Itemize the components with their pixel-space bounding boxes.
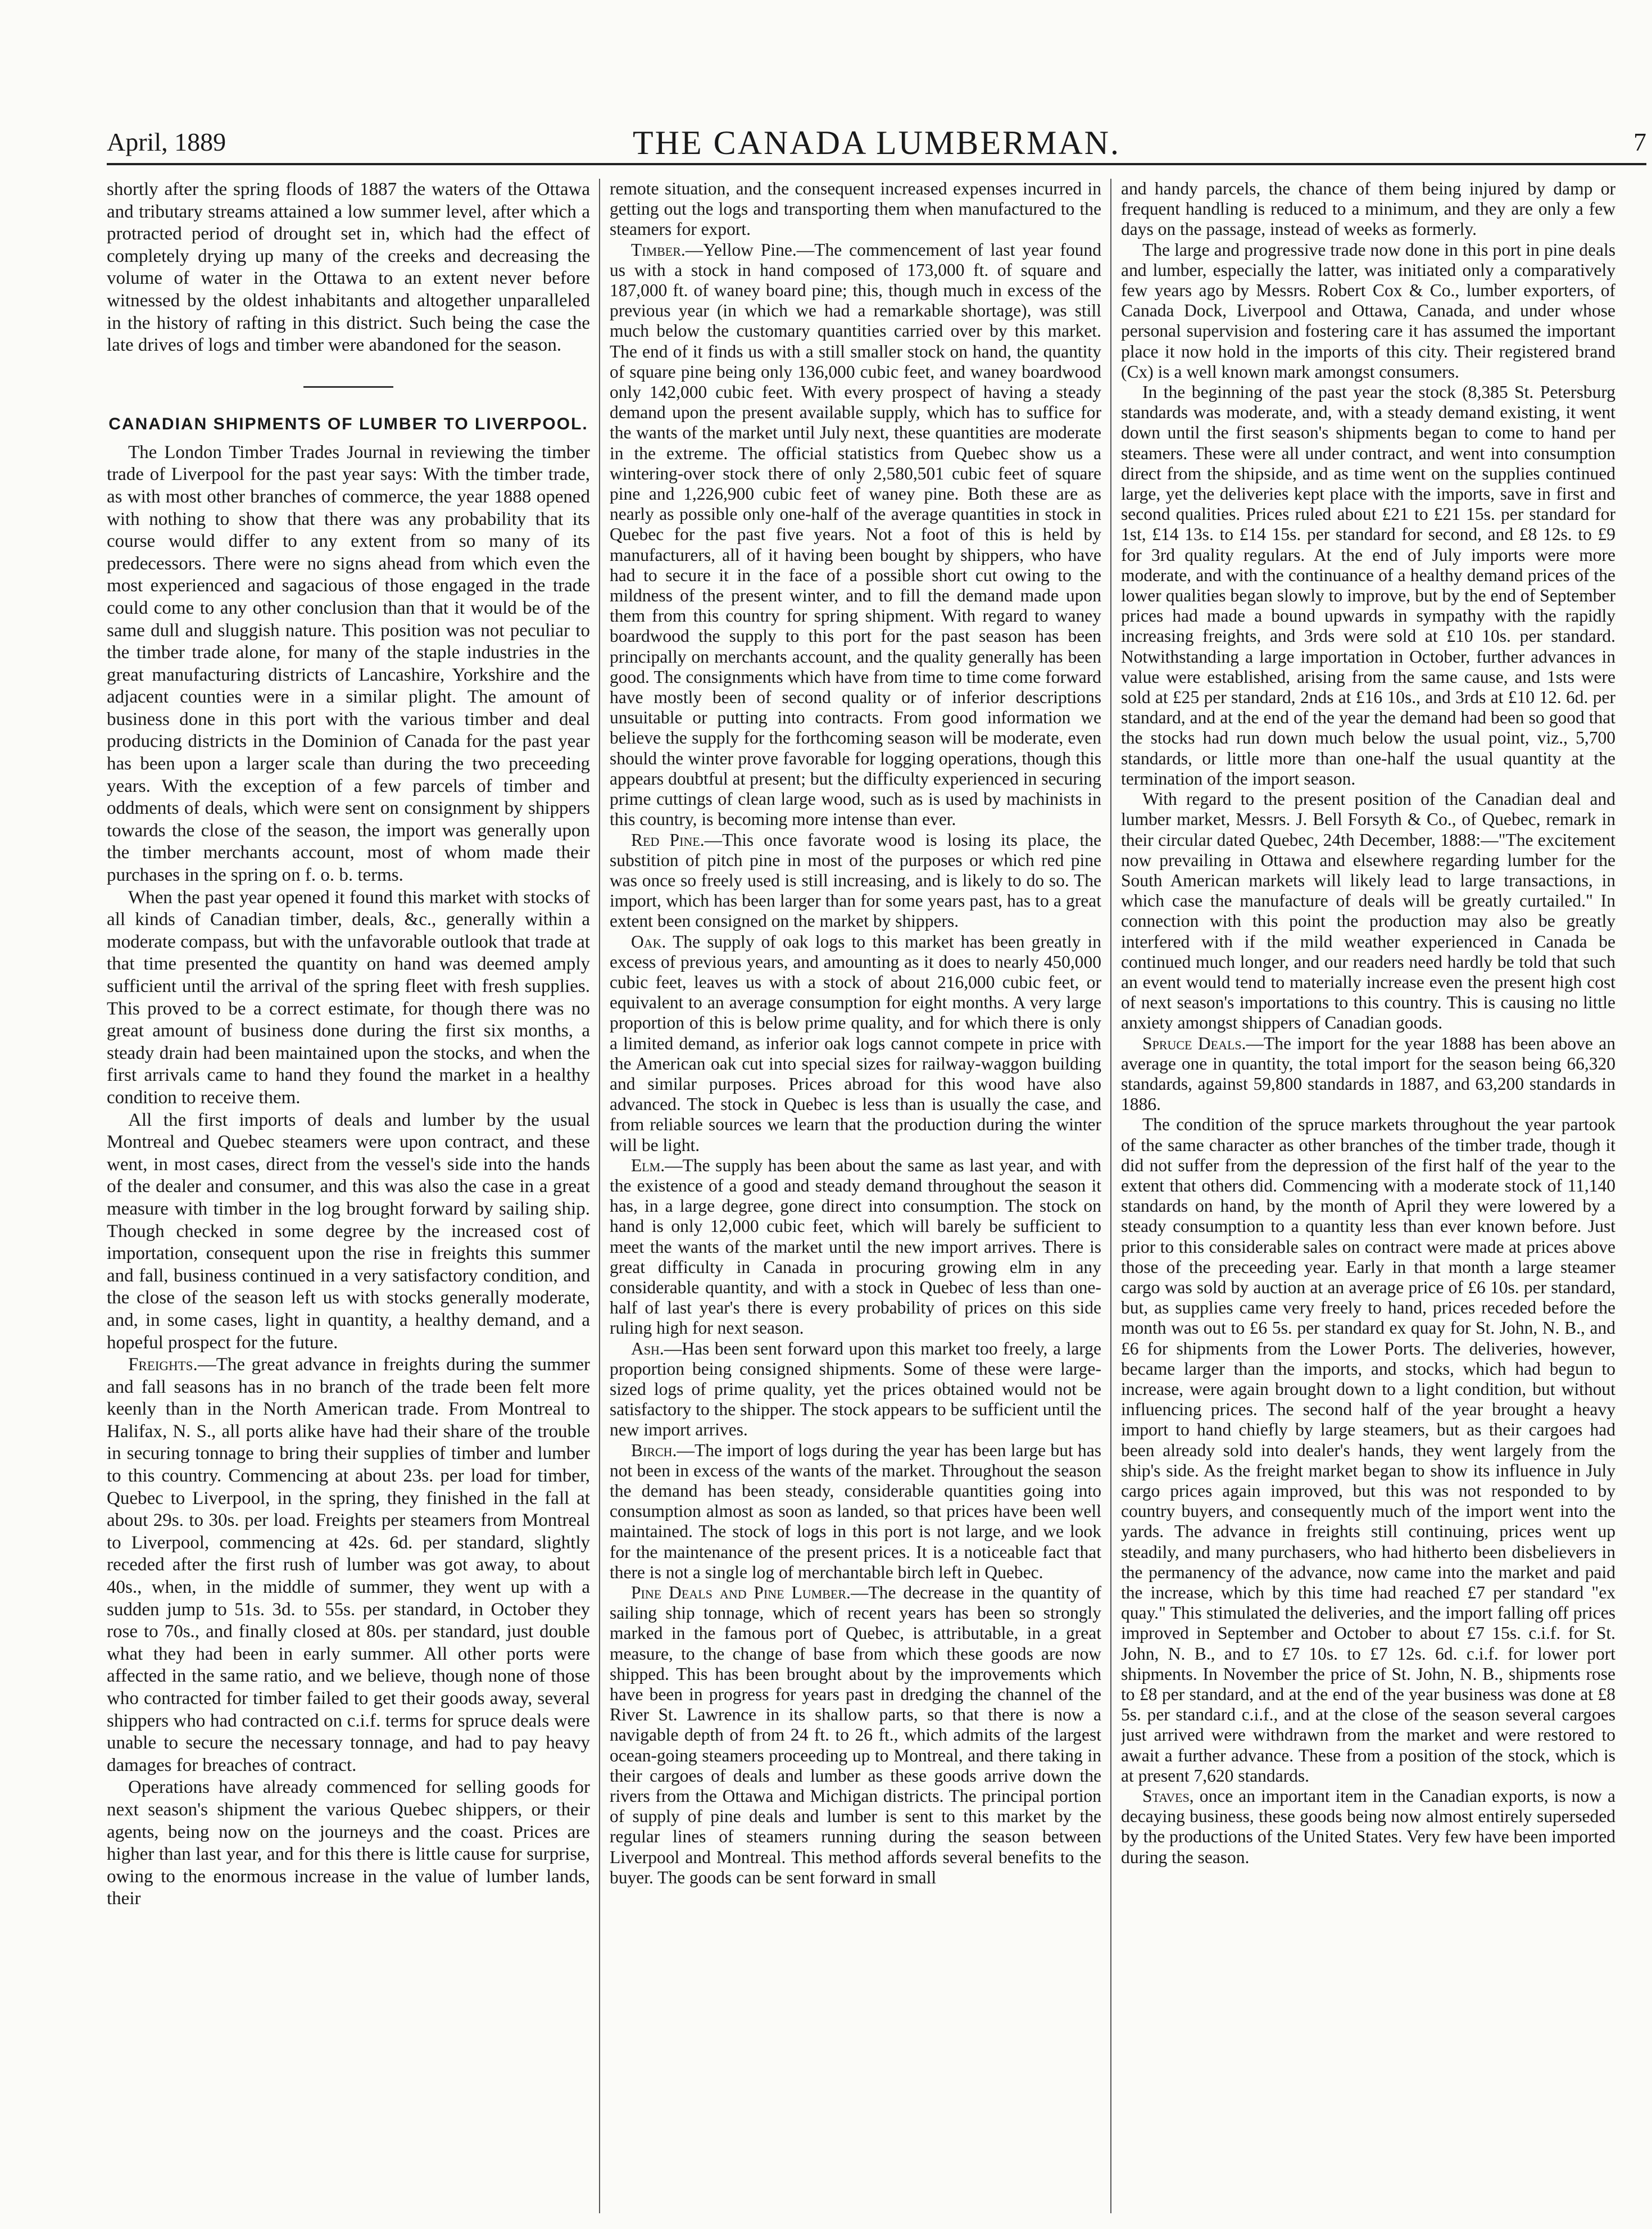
paragraph-lead: Pine Deals and Pine Lumber. xyxy=(631,1583,851,1603)
paragraph-text: —The supply has been about the same as last year, and with the existence of a good and steady demand throughout the season it has, in a large degree, gone direct into consumption. The stock on hand is only 12,000 cubic feet, which will barely be sufficient to meet the wants of the market until the new import arrives. There is great difficulty in Canada in procuring growing elm in any considerable quantity, and with a stock in Quebec of less than one-half of last year's there is every probability of prices on this side ruling high for next season. xyxy=(610,1155,1101,1338)
paragraph: The London Timber Trades Journal in reviewing the timber trade of Liverpool for the past year says: With the timber trade, as with most other branches of commerce, the year 1888 opened with nothing to show that there was any probability that its course would differ to any extent from so many of its predecessors. There were no signs ahead from which even the most experienced and sagacious of those engaged in the trade could come to any other conclusion than that it would be of the same dull and sluggish nature. This position was not peculiar to the timber trade alone, for many of the staple industries in the great manufacturing districts of Lancashire, Yorkshire and the adjacent counties were in a similar plight. The amount of business done in this port with the various timber and deal producing districts in the Dominion of Canada for the past year has been upon a larger scale than during the two preceeding years. With the exception of a few parcels of timber and oddments of deals, which were sent on consignment by shippers towards the close of the season, the import was generally upon the timber merchants account, most of whom made their purchases in the spring on f. o. b. terms. xyxy=(107,442,590,886)
article-heading: CANADIAN SHIPMENTS OF LUMBER TO LIVERPOOL. xyxy=(108,414,588,433)
paragraph xyxy=(610,1339,1101,1440)
section-divider xyxy=(303,386,393,388)
paragraph: and handy parcels, the chance of them being injured by damp or frequent handling is reduced to a minimum, and they are only a few days on the passage, instead of weeks as formerly. xyxy=(1121,179,1615,239)
paragraph-text: —The great advance in freights during the summer and fall seasons has in no branch of the trade been felt more keenly than in the North American trade. From Montreal to Halifax, N. S., all ports alike have had their share of the trouble in securing tonnage to bring their supplies of timber and lumber to this country. Commencing at about 23s. per load for timber, Quebec to Liverpool, in the spring, they finished in the fall at about 29s. to 30s. per load. Freights per steamers from Montreal to Liverpool, commencing at 42s. 6d. per standard, slightly receded after the first rush of lumber was got away, to about 40s., when, in the middle of summer, they went up with a sudden jump to 51s. 3d. to 55s. per standard, in October they rose to 70s., and finally closed at 80s. per standard, just double what they had been in early summer. All other ports were affected in the same ratio, and we believe, though none of those who contracted for timber failed to get their goods away, several shippers who had contracted on c.i.f. terms for spruce deals were unable to secure the necessary tonnage, and had to pay heavy damages for breaches of contract. xyxy=(107,1354,590,1775)
paragraph: In the beginning of the past year the stock (8,385 St. Petersburg standards was moderate, and, with a steady demand existing, it went down until the first season's shipments began to come to hand per steamers. These were all under contract, and went into consumption direct from the shipside, and as time went on the supplies continued large, yet the deliveries kept place with the imports, save in first and second qualities. Prices ruled about £21 to £21 15s. per standard for 1st, £14 13s. to £14 15s. per standard for second, and £8 12s. to £9 for 3rd quality regulars. At the end of July imports were more moderate, and with the continuance of a healthy demand prices of the lower qualities began slowly to improve, but by the end of September prices had made a bound upwards in sympathy with the rapidly increasing freights, and 3rds were sold at £10 10s. per standard. Notwithstanding a large importation in October, further advances in value were established, arising from the same cause, and 1sts were sold at £25 per standard, 2nds at £16 10s., and 3rds at £10 12. 6d. per standard, and at the end of the year the demand had been so good that the stocks had run down much below the usual point, viz., 5,700 standards, or little more than one-half the usual quantity at the termination of the import season. xyxy=(1121,382,1615,789)
paragraph-text: —Yellow Pine.—The commencement of last year found us with a stock in hand composed of 173,000 ft. of square and 187,000 ft. of waney board pine; this, though much in excess of the previous year (in which we had a remarkable shortage), was still much below the customary quantities carried over by this market. The end of it finds us with a still smaller stock on hand, the quantity of square pine being only 136,000 cubic feet, and waney boardwood only 142,000 cubic feet. With every prospect of having a steady demand upon the present available supply, which has to suffice for the wants of the market until July next, these quantities are moderate in the extreme. The official statistics from Quebec show us a wintering-over stock there of only 2,580,501 cubic feet of square pine and 1,226,900 cubic feet of waney pine. Both these are as nearly as possible only one-half of the average quantities in stock in Quebec for the past five years. Not a foot of this is held by manufacturers, all of it having been bought by shippers, who have had to secure it in the face of a possible short cut owing to the mildness of the present winter, and to fill the demand made upon them from this country for spring shipment. With regard to waney boardwood the supply to this port for the past season has been principally on merchants account, and the quality generally has been good. The consignments which have from time to time come forward have mostly been of second quality or of inferior descriptions unsuitable or putting into contracts. From good information we believe the supply for the forthcoming season will be moderate, even should the winter prove favorable for logging operations, though this appears doubtful at present; but the difficulty experienced in securing prime cuttings of clean large wood, such as is used by machinists in this country, is becoming more intense than ever. xyxy=(610,239,1101,830)
paragraph-lead: Ash. xyxy=(631,1338,664,1358)
paragraph-text: —The decrease in the quantity of sailing ship tonnage, which of recent years has been so strongly marked in the famous port of Quebec, is attributable, in a great measure, to the change of base from which these goods are now shipped. This has been brought about by the improvements which have been in progress for years past in dredging the channel of the River St. Lawrence in its shallow parts, so that there is now a navigable depth of from 24 ft. to 26 ft., which admits of the largest ocean-going steamers proceeding up to Montreal, and there taking in their cargoes of deals and lumber as these goods arrive down the rivers from the Ottawa and Michigan districts. The principal portion of supply of pine deals and lumber is sent to this market by the regular lines of steamers running during the season between Liverpool and Montreal. This method affords several benefits to the buyer. The goods can be sent forward in small xyxy=(610,1583,1101,1887)
paragraph xyxy=(610,1156,1101,1339)
paragraph-text: —This once favorate wood is losing its place, the substition of pitch pine in most of the purposes or which red pine was once so freely used is still increasing, and is likely to do so. The import, which has been larger than for some years past, has to a great extent been consigned on the market by shippers. xyxy=(610,830,1101,931)
paragraph xyxy=(610,240,1101,830)
column-divider xyxy=(599,179,600,2213)
paragraph xyxy=(1121,1034,1615,1115)
paragraph xyxy=(610,932,1101,1156)
paragraph-lead: Staves, xyxy=(1142,1786,1194,1806)
paragraph: With regard to the present position of the Canadian deal and lumber market, Messrs. J. Bell Forsyth & Co., of Quebec, remark in their circular dated Quebec, 24th December, 1888:—"The excitement now prevailing in Ottawa and elsewhere regarding lumber for the South American markets will likely lead to large transactions, in which case the manufacture of deals will be greatly curtailed." In connection with this point the production may also be greatly interfered with if the mild weather experienced in Canada be continued much longer, and our readers need hardly be told that such an event would tend to materially increase even the present high cost of next season's importations to this country. This is causing no little anxiety amongst shippers of Canadian goods. xyxy=(1121,789,1615,1033)
page-number: 7 xyxy=(1633,128,1646,156)
paragraph xyxy=(610,830,1101,932)
paragraph: The condition of the spruce markets throughout the year partook of the same character as other branches of the timber trade, though it did not suffer from the depression of the first half of the year to the extent that others did. Commencing with a moderate stock of 11,140 standards on hand, by the month of April they were lowered by a steady consumption to a quantity less than ever known before. Just prior to this considerable sales on contract were made at prices above those of the preceeding year. Early in that month a large steamer cargo was sold by auction at an average price of £6 10s. per standard, but, as supplies came very freely to hand, prices receded before the month was out to £6 5s. per standard ex quay for St. John, N. B., and £6 for shipments from the Lower Ports. The deliveries, however, became larger than the imports, and stocks, which had begun to increase, were again brought down to a light condition, but without influencing prices. The second half of the year brought a heavy import to hand chiefly by large steamers, but as their cargoes had been already sold into dealer's hands, they went largely from the ship's side. As the freight market began to show its influence in July cargo prices again improved, but this was not responded to by country buyers, and consequently much of the import went into the yards. The advance in freights still continuing, prices went up steadily, and many purchasers, who had hitherto been disbelievers in the permanency of the advance, now came into the market and paid the increase, which by this time had reached £7 per standard "ex quay." This stimulated the deliveries, and the import falling off prices improved in September and October to about £7 15s. c.i.f. for St. John, N. B., and to £7 10s. to £7 12s. 6d. c.i.f. for lower port shipments. In November the price of St. John, N. B., shipments rose to £8 per standard, and at the end of the year business was done at £8 5s. per standard c.i.f., and at the close of the season several cargoes just arrived were withdrawn from the market and were restored to await a further advance. These from a position of the stock, which is at present 7,620 standards. xyxy=(1121,1114,1615,1786)
paragraph: When the past year opened it found this market with stocks of all kinds of Canadian timber, deals, &c., generally within a moderate compass, but with the unfavorable outlook that trade at that time presented the quantity on hand was deemed amply sufficient until the arrival of the spring fleet with fresh supplies. This proved to be a correct estimate, for though there was no great amount of business done during the first six months, a steady drain had been maintained upon the stocks, and when the first arrivals came to hand they found the market in a healthy condition to receive them. xyxy=(107,887,590,1108)
paragraph-lead: Red Pine. xyxy=(631,830,705,850)
issue-date: April, 1889 xyxy=(107,128,226,156)
paragraph-lead: Elm. xyxy=(631,1155,665,1175)
paragraph-lead: Timber. xyxy=(631,239,686,260)
masthead-title: THE CANADA LUMBERMAN. xyxy=(632,124,1121,161)
paragraph-lead: Spruce Deals. xyxy=(1142,1033,1246,1053)
page-header xyxy=(107,124,1646,165)
paragraph: Operations have already commenced for selling goods for next season's shipment the various Quebec shippers, or their agents, being now on the journeys and the coast. Prices are higher than last year, and for this there is little cause for surprise, owing to the enormous increase in the value of lumber lands, their xyxy=(107,1777,590,1909)
column-1 xyxy=(107,179,590,2213)
paragraph-text: —The import for the year 1888 has been above an average one in quantity, the total import for the season being 66,320 standards, against 59,800 standards in 1887, and 63,200 standards in 1886. xyxy=(1121,1033,1615,1114)
paragraph-text: The supply of oak logs to this market has been greatly in excess of previous years, and amounting as it does to nearly 450,000 cubic feet, leaves us with a stock of about 216,000 cubic feet, or equivalent to an average consumption for eight months. A very large proportion of this is below prime quality, and for which there is only a limited demand, as inferior oak logs cannot compete in price with the American oak cut into special sizes for railway-waggon building and similar purposes. Prices abroad for this wood have also advanced. The stock in Quebec is less than is usually the case, and from reliable sources we learn that the production during the winter will be light. xyxy=(610,931,1101,1155)
paragraph-lead: Birch. xyxy=(631,1440,677,1460)
paragraph-text: —Has been sent forward upon this market too freely, a large proportion being consigned shipments. Some of these were large-sized logs of prime quality, yet the prices obtained would not be satisfactory to the shipper. The stock appears to be sufficient until the new import arrives. xyxy=(610,1338,1101,1440)
paragraph-lead: Freights. xyxy=(128,1354,198,1375)
paragraph-lead: Oak. xyxy=(631,931,666,952)
paragraph-text: —The import of logs during the year has been large but has not been in excess of the wants of the market. Throughout the season the demand has been steady, considerable quantities going into consumption almost as soon as landed, so that prices have been well maintained. The stock of logs in this port is not large, and we look for the maintenance of the present prices. It is a noticeable fact that there is not a single log of merchantable birch left in Quebec. xyxy=(610,1440,1101,1582)
column-2 xyxy=(610,179,1101,2213)
paragraph xyxy=(610,1583,1101,1888)
column-divider xyxy=(1110,179,1111,2213)
column-3 xyxy=(1121,179,1615,2213)
paragraph xyxy=(610,1440,1101,1583)
paragraph: remote situation, and the consequent increased expenses incurred in getting out the logs and transporting them when manufactured to the steamers for export. xyxy=(610,179,1101,239)
paragraph xyxy=(107,1354,590,1777)
paragraph: The large and progressive trade now done in this port in pine deals and lumber, especially the latter, was initiated only a comparatively few years ago by Messrs. Robert Cox & Co., lumber exporters, of Canada Dock, Liverpool and Ottawa, Canada, and under whose personal supervision and fostering care it has assumed the important place it now hold in the imports of this city. Their registered brand (Cx) is a well known mark amongst consumers. xyxy=(1121,239,1615,382)
paragraph-text: once an important item in the Canadian exports, is now a decaying business, these goods being now almost entirely superseded by the productions of the United States. Very few have been imported during the season. xyxy=(1121,1786,1615,1867)
article-continuation: shortly after the spring floods of 1887 the waters of the Ottawa and tributary streams attained a low summer level, after which a protracted period of drought set in, which had the effect of completely drying up many of the creeks and decreasing the volume of water in the Ottawa to an extent never before witnessed by the oldest inhabitants and altogether unparalleled in the history of rafting in this district. Such being the case the late drives of logs and timber were abandoned for the season. xyxy=(107,179,590,356)
paragraph: All the first imports of deals and lumber by the usual Montreal and Quebec steamers were upon contract, and these went, in most cases, direct from the vessel's side into the hands of the dealer and consumer, and this was also the case in a great measure with timber in the log brought forward by sailing ship. Though checked in some degree by the increased cost of importation, consequent upon the rise in freights this summer and fall, business continued in a very satisfactory condition, and the close of the season left us with stocks generally moderate, and, in some cases, light in quantity, a healthy demand, and a hopeful prospect for the future. xyxy=(107,1109,590,1353)
paragraph xyxy=(1121,1786,1615,1868)
